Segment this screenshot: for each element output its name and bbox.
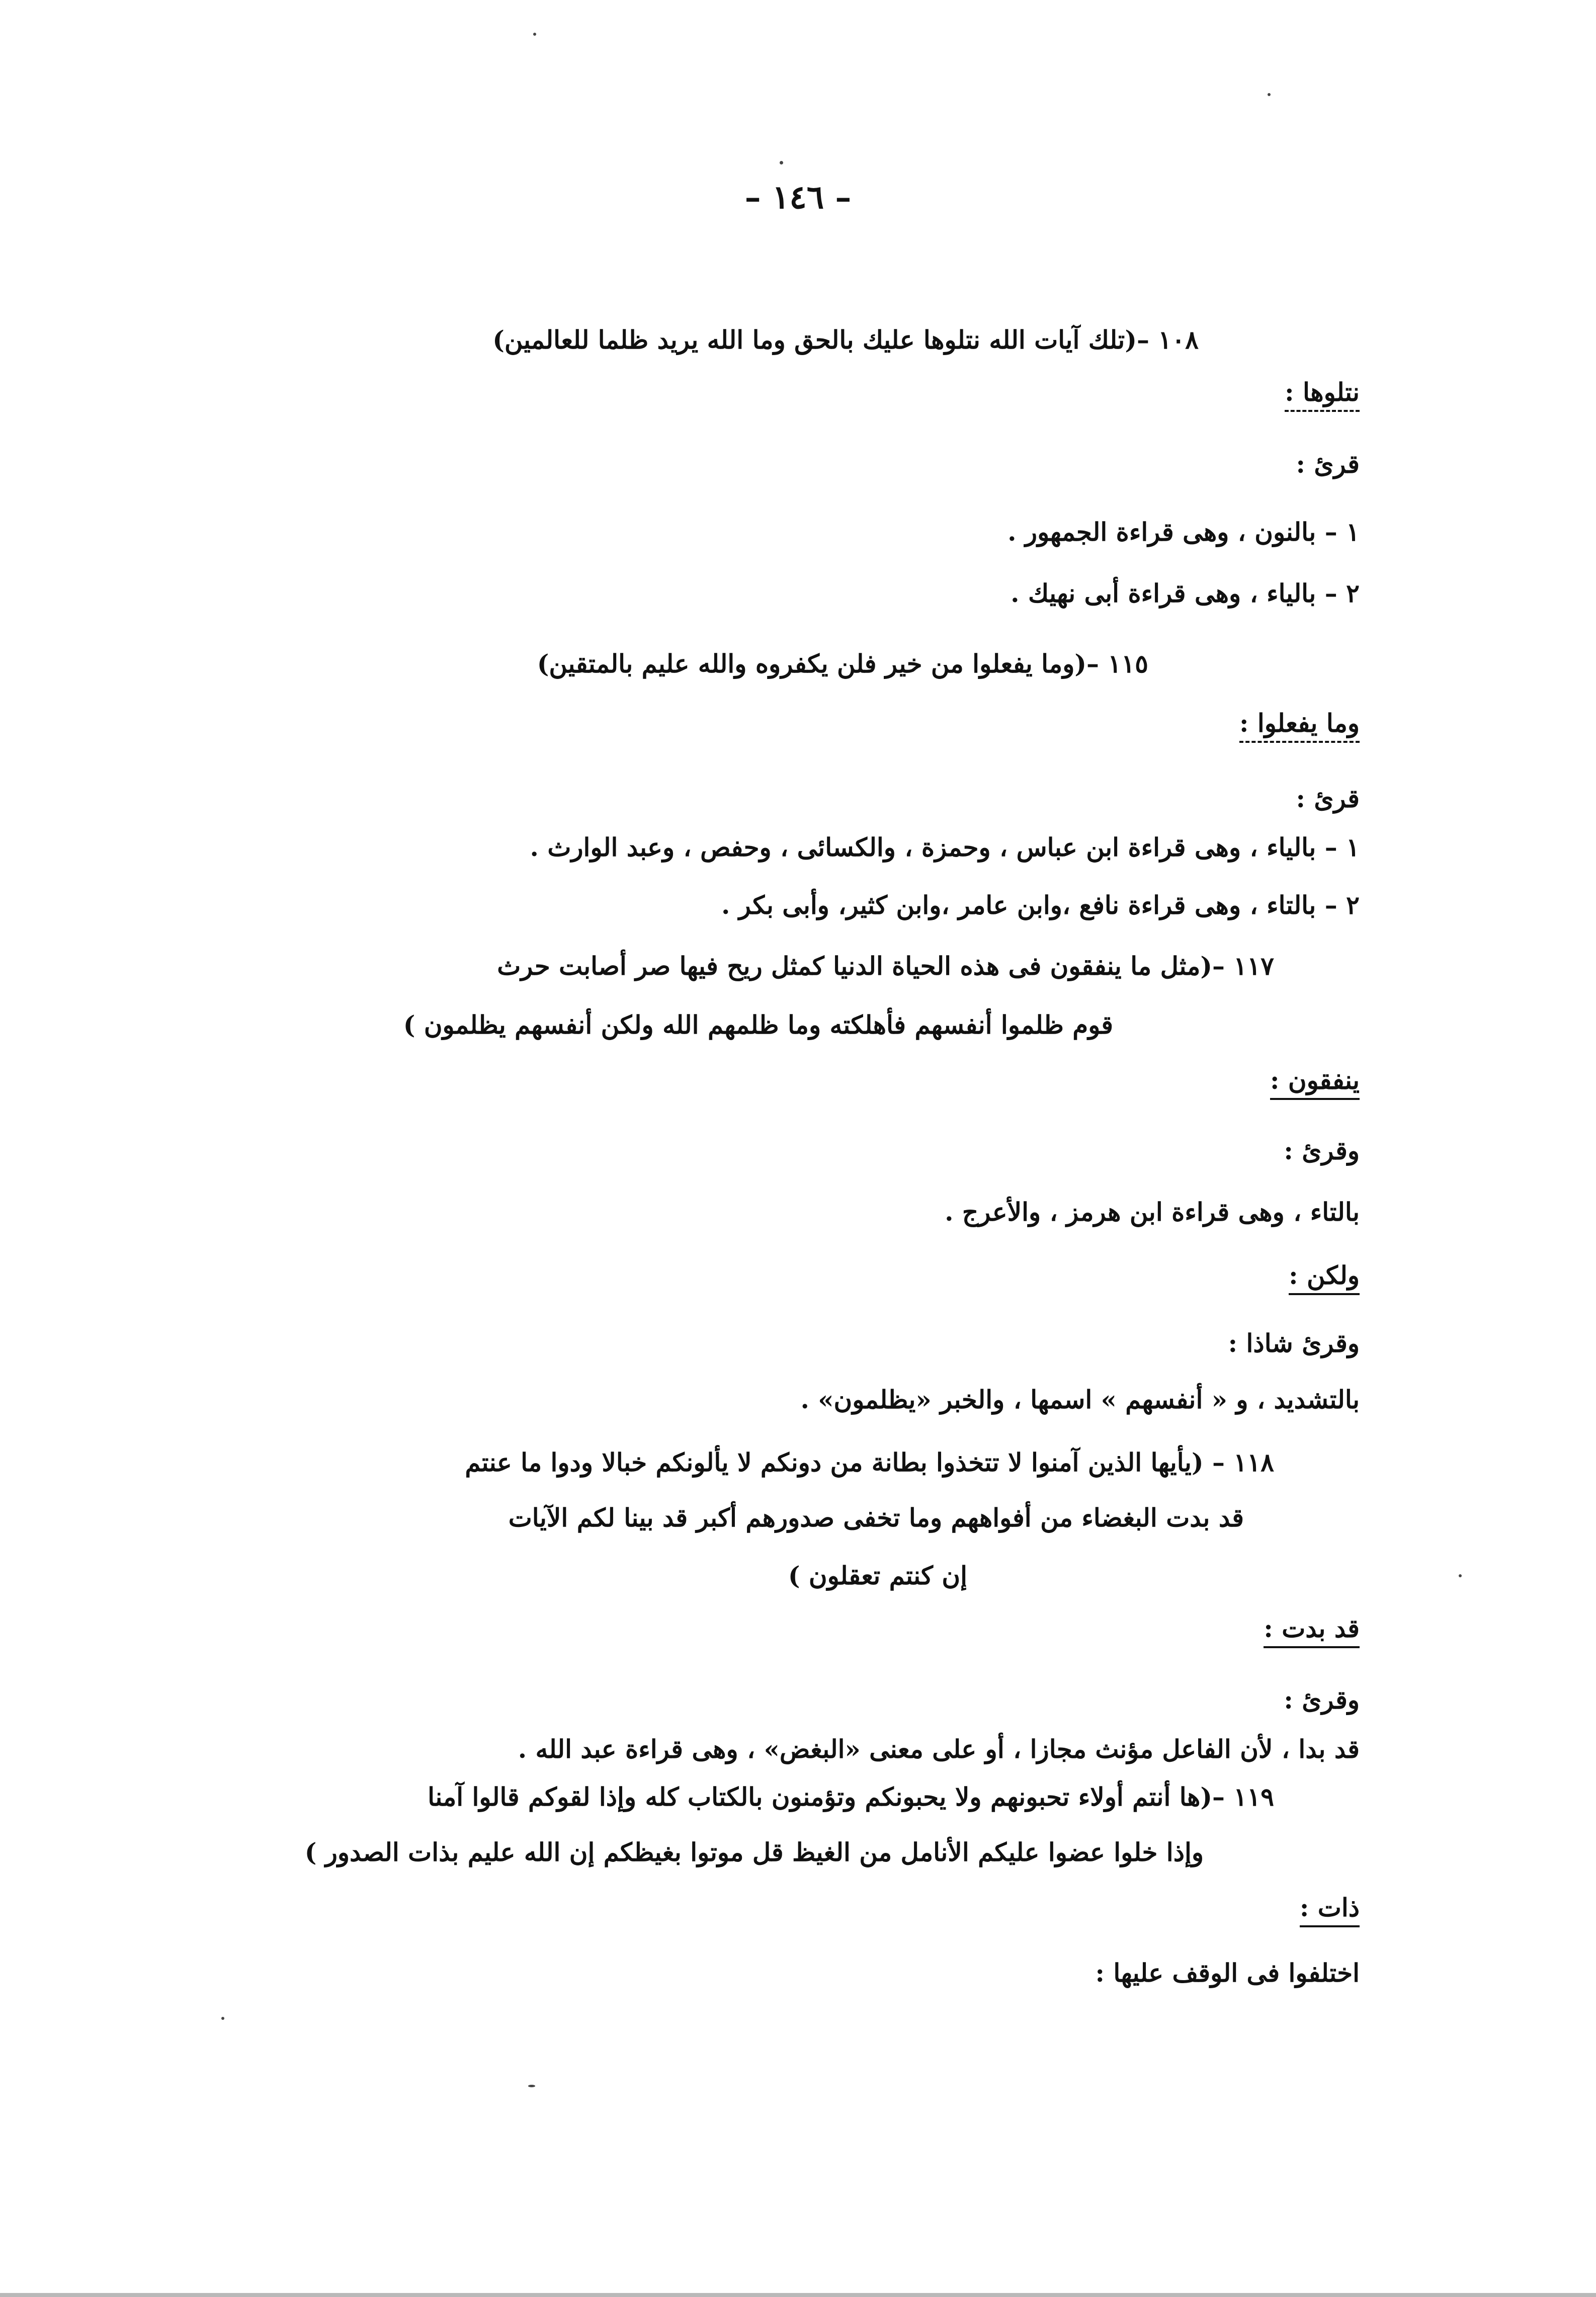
scan-speck bbox=[780, 161, 783, 164]
reading-2: ٢ – بالياء ، وهى قراءة أبى نهيك . bbox=[1011, 578, 1360, 608]
heading-word: وما يفعلوا : bbox=[1239, 709, 1360, 737]
reading-1: ١ – بالنون ، وهى قراءة الجمهور . bbox=[1007, 517, 1360, 547]
reading: بالتشديد ، و « أنفسهم » اسمها ، والخبر «يظلمون» . bbox=[800, 1385, 1360, 1414]
verse-115: ١١٥ –(وما يفعلوا من خير فلن يكفروه والله عليم بالمتقين) bbox=[537, 649, 1148, 678]
scan-speck bbox=[1268, 93, 1271, 96]
reading: بالتاء ، وهى قراءة ابن هرمز ، والأعرج . bbox=[945, 1197, 1360, 1227]
verse-117: ١١٧ –(مثل ما ينفقون فى هذه الحياة الدنيا كمثل ريح فيها صر أصابت حرث bbox=[497, 951, 1274, 981]
verse-108: ١٠٨ –(تلك آيات الله نتلوها عليك بالحق وما الله يريد ظلما للعالمين) bbox=[492, 325, 1199, 355]
verse-117-cont: قوم ظلموا أنفسهم فأهلكته وما ظلمهم الله ولكن أنفسهم يظلمون ) bbox=[403, 1010, 1113, 1040]
heading-word: نتلوها : bbox=[1285, 378, 1360, 406]
verse-119-cont: وإذا خلوا عضوا عليكم الأنامل من الغيظ قل موتوا بغيظكم إن الله عليم بذات الصدور ) bbox=[304, 1837, 1204, 1867]
label-read: وقرئ شاذا : bbox=[1228, 1328, 1360, 1358]
reading-1: ١ – بالياء ، وهى قراءة ابن عباس ، وحمزة ، والكسائى ، وحفص ، وعبد الوارث . bbox=[530, 832, 1360, 862]
label-read: وقرئ : bbox=[1284, 1685, 1360, 1715]
label-read: قرئ : bbox=[1296, 784, 1360, 813]
verse-118: ١١٨ – (يأيها الذين آمنوا لا تتخذوا بطانة من دونكم لا يألونكم خبالا ودوا ما عنتم bbox=[465, 1448, 1274, 1477]
heading-word: قد بدت : bbox=[1264, 1614, 1360, 1642]
scan-speck bbox=[533, 33, 536, 36]
page-number: – ١٤٦ – bbox=[744, 179, 852, 216]
label-read: قرئ : bbox=[1296, 449, 1360, 479]
page-edge bbox=[0, 2293, 1596, 2297]
scan-speck bbox=[528, 2085, 535, 2087]
verse-118-cont: إن كنتم تعقلون ) bbox=[788, 1561, 967, 1590]
reading: قد بدا ، لأن الفاعل مؤنث مجازا ، أو على معنى «البغض» ، وهى قراءة عبد الله . bbox=[518, 1734, 1360, 1764]
scan-speck bbox=[221, 2017, 224, 2020]
paragraph: اختلفوا فى الوقف عليها : bbox=[1095, 1958, 1360, 1988]
heading-word: ينفقون : bbox=[1270, 1066, 1360, 1094]
label-read: وقرئ : bbox=[1284, 1136, 1360, 1165]
heading-word: ذات : bbox=[1300, 1894, 1360, 1921]
verse-119: ١١٩ –(ها أنتم أولاء تحبونهم ولا يحبونكم وتؤمنون بالكتاب كله وإذا لقوكم قالوا آمنا bbox=[428, 1782, 1274, 1812]
scan-speck bbox=[1459, 1574, 1462, 1577]
verse-118-cont: قد بدت البغضاء من أفواههم وما تخفى صدورهم أكبر قد بينا لكم الآيات bbox=[508, 1503, 1244, 1533]
reading-2: ٢ – بالتاء ، وهى قراءة نافع ،وابن عامر ،وابن كثير، وأبى بكر . bbox=[721, 890, 1360, 920]
heading-word: ولكن : bbox=[1289, 1261, 1360, 1289]
